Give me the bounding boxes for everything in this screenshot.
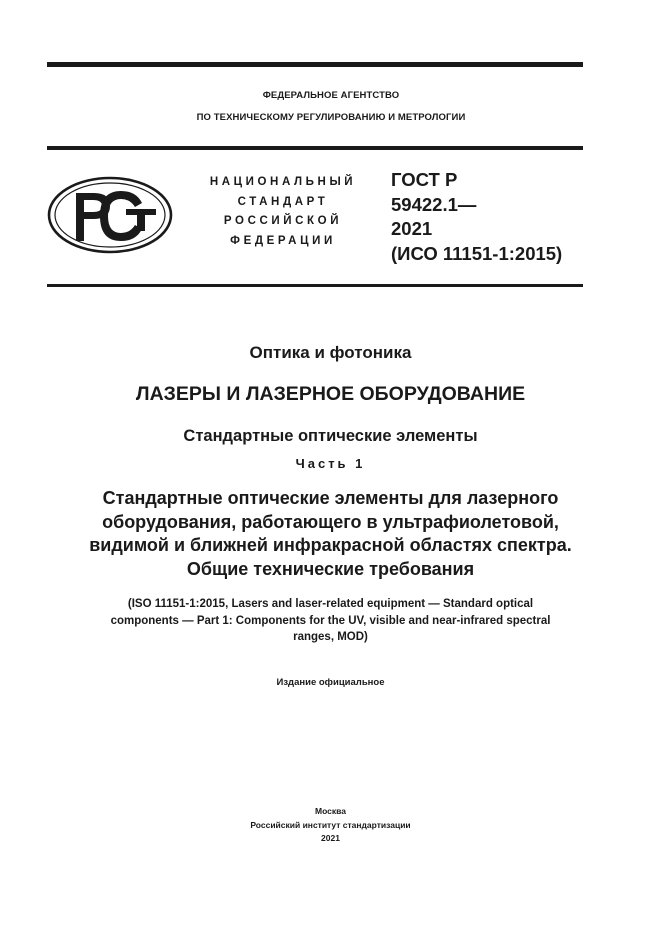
publisher-block xyxy=(0,805,661,846)
publisher-year: 2021 xyxy=(321,833,340,843)
agency-name-line2: ПО ТЕХНИЧЕСКОМУ РЕГУЛИРОВАНИЮ И МЕТРОЛОГИИ xyxy=(196,112,466,123)
top-rule xyxy=(47,62,583,67)
title-main: ЛАЗЕРЫ И ЛАЗЕРНОЕ ОБОРУДОВАНИЕ xyxy=(135,383,526,405)
iso-reference-line1: (ISO 11151-1:2015, Lasers and laser-related equipment — Standard optical xyxy=(127,598,534,610)
iso-reference xyxy=(0,596,661,646)
designation-line1: ГОСТ Р xyxy=(391,169,458,190)
national-standard-line3: РОССИЙСКОЙ xyxy=(223,215,343,227)
part-title xyxy=(0,487,661,581)
rst-certification-mark-icon xyxy=(46,175,174,255)
publisher-institute: Российский институт стандартизации xyxy=(250,819,411,830)
title-group: Оптика и фотоника xyxy=(249,343,412,362)
national-standard-line2: СТАНДАРТ xyxy=(237,195,329,208)
national-standard-line4: ФЕДЕРАЦИИ xyxy=(230,234,336,247)
title-subtitle: Стандартные оптические элементы xyxy=(183,427,478,445)
designation-line3: 2021 xyxy=(391,218,433,239)
part-title-line3: видимой и ближней инфракрасной областях спектра. xyxy=(89,535,572,555)
national-standard-label xyxy=(190,173,376,251)
standard-designation xyxy=(391,168,562,266)
designation-line2: 59422.1— xyxy=(391,193,477,215)
publisher-city: Москва xyxy=(315,806,346,816)
edition-label: Издание официальное xyxy=(276,677,385,688)
designation-rule xyxy=(47,284,583,287)
part-title-line4: Общие технические требования xyxy=(186,558,475,579)
iso-reference-line3: ranges, MOD) xyxy=(293,631,368,643)
part-title-line2: оборудования, работающего в ультрафиолетовой, xyxy=(102,511,559,532)
designation-line4: (ИСО 11151-1:2015) xyxy=(391,242,563,264)
header-rule xyxy=(47,146,583,150)
part-title-line1: Стандартные оптические элементы для лазерного xyxy=(102,488,559,508)
title-part: Часть 1 xyxy=(295,456,366,471)
iso-reference-line2: components — Part 1: Components for the UV, visible and near-infrared spectral xyxy=(110,614,551,627)
agency-name-line1: ФЕДЕРАЛЬНОЕ АГЕНТСТВО xyxy=(262,90,400,101)
national-standard-line1: НАЦИОНАЛЬНЫЙ xyxy=(209,176,357,188)
